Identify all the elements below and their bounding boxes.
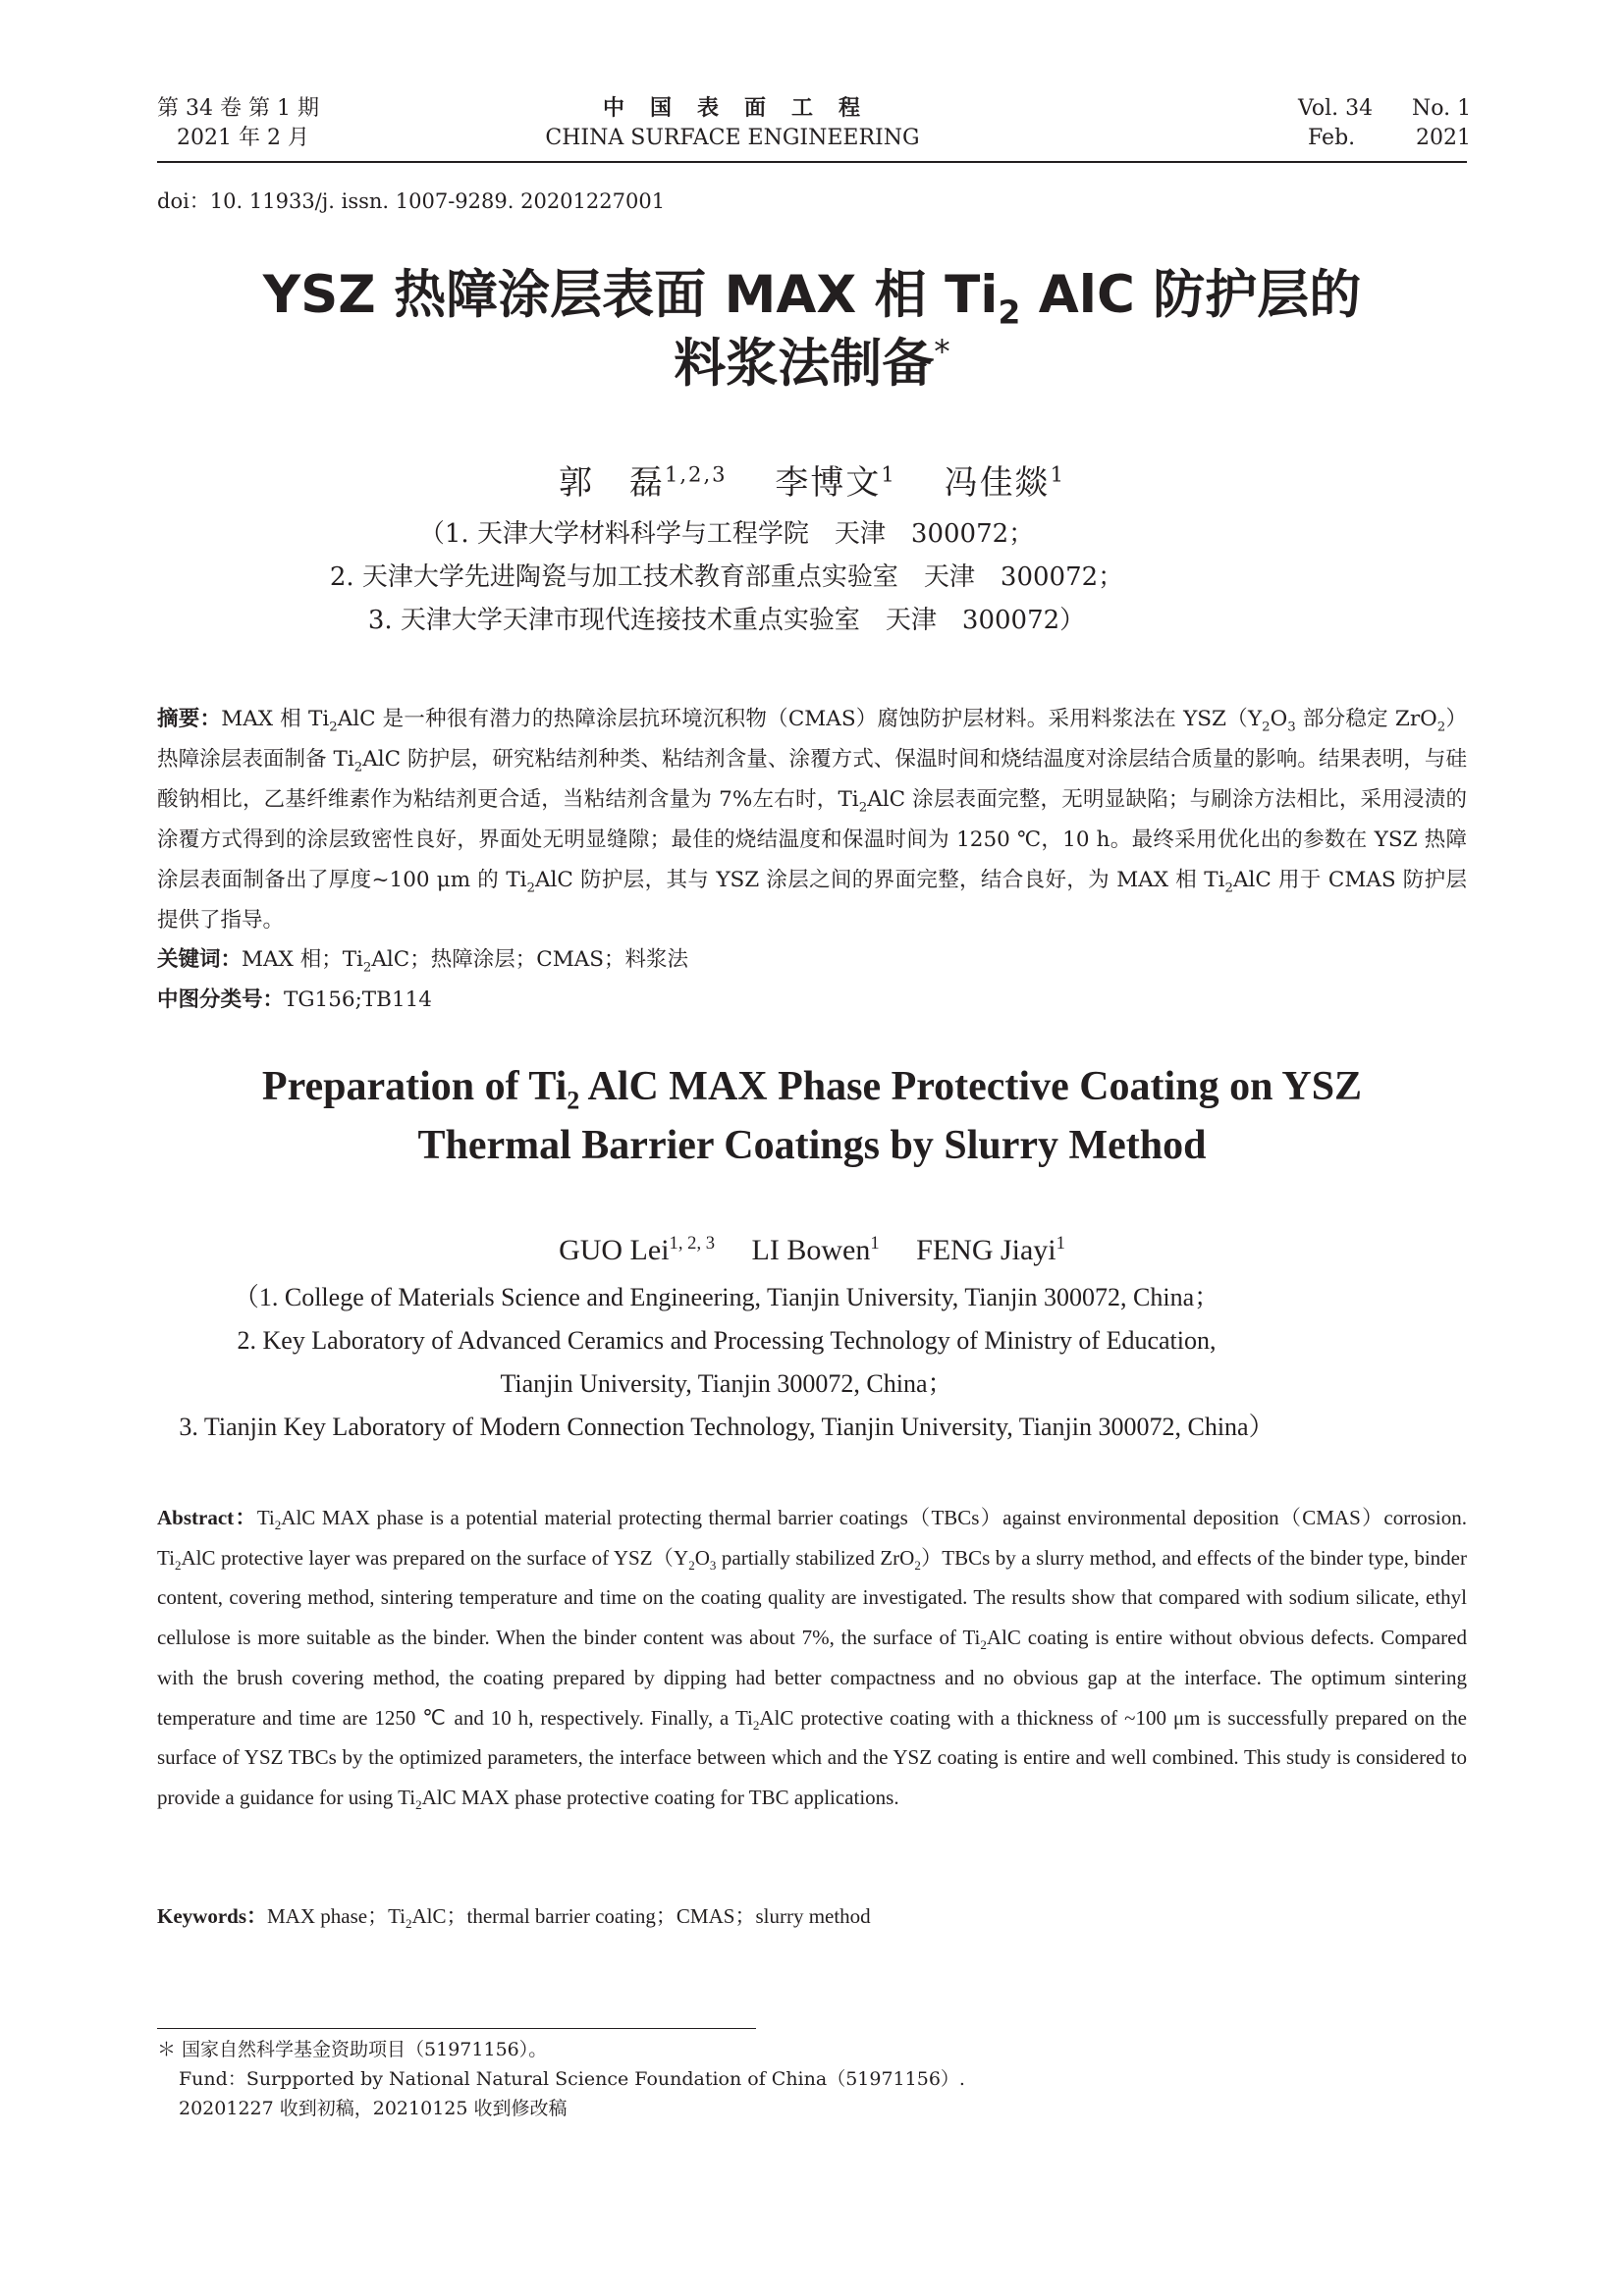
- author-zh-name: 冯佳燚: [944, 463, 1051, 503]
- abstract-zh-text: AlC 防护层，研究粘结剂种类、粘结剂含量、涂覆方式、保温时间和烧结温度对涂层结合质量的影响。结果表明，与硅酸钠相比，乙基纤维素作为粘结剂更合适，当粘结剂含量为 7%左右时，Ti: [157, 747, 1467, 812]
- abstract-zh-text: MAX 相 Ti: [221, 707, 330, 731]
- subscript: 2: [1262, 720, 1271, 735]
- keywords-zh-text: AlC；热障涂层；CMAS；料浆法: [371, 947, 688, 972]
- affiliation-en-2-cont: Tianjin University, Tianjin 300072, China；: [500, 1369, 953, 1398]
- author-zh-1: [559, 463, 728, 503]
- issue-date-zh: 2021 年 2 月: [177, 126, 309, 150]
- abstract-en-text: AlC coating is entire without obvious defects. Compared with the brush covering method, the coating prepared by dipping had better compactness and no obvious gap at the interface. The optimum sintering temperature and time are 1250 ℃ and 10 h, respectively. Finally, a Ti: [157, 1626, 1467, 1730]
- title-en-text-b: AlC MAX Phase Protective Coating on YSZ: [579, 1064, 1363, 1109]
- title-en-line2: Thermal Barrier Coatings by Slurry Method: [417, 1123, 1207, 1168]
- title-footnote-mark: *: [934, 332, 950, 371]
- abstract-en-text: AlC MAX phase protective coating for TBC applications.: [421, 1785, 899, 1809]
- affiliation-zh-1: （1. 天津大学材料科学与工程学院 天津 300072；: [418, 519, 1035, 549]
- subscript: 2: [914, 1557, 921, 1573]
- title-zh-line1: [0, 261, 1624, 330]
- author-en-aff: 1: [1056, 1233, 1065, 1254]
- keywords-en-label: Keywords：: [157, 1904, 267, 1928]
- title-en: [0, 1057, 1624, 1175]
- abstract-en-text: AlC MAX phase is a potential material protecting thermal barrier coatings（TBCs）against environmental deposition（CMAS）corrosion. Ti: [157, 1506, 1467, 1570]
- subscript: 2: [274, 1518, 282, 1533]
- abstract-zh-text: AlC 是一种很有潜力的热障涂层抗环境沉积物（CMAS）腐蚀防护层材料。采用料浆法在 YSZ（Y: [337, 707, 1263, 731]
- author-en-aff: 1: [870, 1233, 880, 1254]
- author-zh-name: 郭 磊: [558, 463, 665, 503]
- abstract-en-text: partially stabilized ZrO: [716, 1545, 915, 1570]
- title-en-text-a: Preparation of Ti: [261, 1064, 568, 1109]
- subscript: 2: [1436, 720, 1446, 735]
- subscript: 2: [752, 1717, 760, 1733]
- subscript: 2: [1224, 881, 1233, 896]
- subscript: 2: [362, 960, 372, 976]
- abstract-en-text: AlC protective coating with a thickness of ~100 μm is successfully prepared on the surface of YSZ TBCs by the optimized parameters, the interface between which and the YSZ coating is entire and well combined. This study is considered to provide a guidance for using Ti: [157, 1705, 1467, 1809]
- abstract-en-text: AlC protective layer was prepared on the surface of YSZ（Y: [181, 1545, 689, 1570]
- issue-volume-en: [1298, 94, 1373, 153]
- issue-number-en: [1412, 94, 1471, 153]
- author-en-2: [752, 1234, 880, 1266]
- author-en-aff: 1, 2, 3: [669, 1233, 716, 1254]
- author-zh-2: [775, 463, 895, 503]
- author-en-name: GUO Lei: [559, 1234, 670, 1266]
- abstract-zh-text: 部分稳定 ZrO: [1295, 707, 1437, 731]
- abstract-en-text: Ti: [256, 1506, 275, 1529]
- journal-name-zh: 中 国 表 面 工 程: [602, 96, 862, 121]
- abstract-zh-text: O: [1270, 707, 1288, 731]
- header-rule: [157, 161, 1467, 163]
- month-label: Feb.: [1308, 126, 1356, 150]
- subscript: 2: [353, 760, 363, 775]
- title-zh-subscript: 2: [998, 293, 1021, 332]
- authors-en: [0, 1231, 1624, 1270]
- title-zh-line2: [0, 330, 1624, 399]
- author-zh-3: [945, 463, 1065, 503]
- keywords-en: [157, 1897, 871, 1935]
- keywords-zh-label: 关键词：: [157, 947, 243, 972]
- classification-zh: [157, 982, 432, 1019]
- abstract-zh-text: AlC 用于 CMAS 防护层提供了指导。: [157, 868, 1467, 933]
- author-zh-name: 李博文: [775, 463, 882, 503]
- affiliations-zh: [0, 512, 1453, 642]
- journal-name-en: CHINA SURFACE ENGINEERING: [545, 126, 920, 150]
- keywords-zh-text: MAX 相；Ti: [242, 947, 363, 972]
- author-zh-aff: 1,2,3: [664, 461, 728, 487]
- keywords-zh: [157, 941, 688, 979]
- author-en-name: LI Bowen: [751, 1234, 871, 1266]
- subscript: 2: [526, 881, 536, 896]
- subscript: 2: [980, 1637, 987, 1653]
- issue-volume-zh: 第 34 卷 第 1 期: [157, 96, 319, 121]
- affiliations-en: [0, 1276, 1453, 1449]
- footnote-fund-en: Fund：Surpported by National Natural Science Foundation of China（51971156）.: [179, 2068, 965, 2090]
- abstract-zh-text: AlC 防护层，其与 YSZ 涂层之间的界面完整，结合良好，为 MAX 相 Ti: [535, 868, 1225, 892]
- year-label: 2021: [1416, 126, 1471, 150]
- abstract-en: [157, 1498, 1467, 1818]
- keywords-en-text: MAX phase；Ti: [267, 1904, 406, 1928]
- author-en-3: [916, 1234, 1065, 1266]
- title-zh-text-c: 料浆法制备: [674, 334, 935, 394]
- classification-value: TG156;TB114: [284, 988, 432, 1012]
- subscript: 2: [406, 1916, 412, 1932]
- abstract-zh: [157, 699, 1467, 940]
- doi: doi：10. 11933/j. issn. 1007-9289. 20201227001: [157, 189, 666, 213]
- abstract-en-text: O: [694, 1545, 710, 1570]
- author-zh-aff: 1: [1050, 461, 1066, 487]
- title-zh: [0, 261, 1624, 399]
- abstract-zh-label: 摘要：: [157, 707, 222, 731]
- footnote-received: 20201227 收到初稿，20210125 收到修改稿: [179, 2098, 568, 2119]
- abstract-zh-text: ）热障涂层表面制备 Ti: [157, 707, 1467, 772]
- abstract-en-text: ）TBCs by a slurry method, and effects of the binder type, binder content, covering method, sintering temperature and time on the coating quality are investigated. The results show that compared with sodium silicate, ethyl cellulose is more suitable as the binder. When the binder content was about 7%, the surface of Ti: [157, 1545, 1467, 1650]
- subscript: 2: [688, 1557, 695, 1573]
- affiliation-zh-2: 2. 天津大学先进陶瓷与加工技术教育部重点实验室 天津 300072；: [329, 562, 1124, 592]
- author-en-1: [559, 1234, 715, 1266]
- subscript: 2: [858, 800, 868, 816]
- authors-zh: [0, 461, 1624, 505]
- keywords-en-text: AlC；thermal barrier coating；CMAS；slurry method: [411, 1904, 871, 1928]
- author-zh-aff: 1: [881, 461, 896, 487]
- affiliation-zh-3: 3. 天津大学天津市现代连接技术重点实验室 天津 300072）: [367, 606, 1086, 635]
- classification-label: 中图分类号：: [157, 988, 285, 1012]
- title-en-subscript: 2: [567, 1086, 580, 1115]
- footnote-rule: [157, 2028, 756, 2029]
- subscript: 2: [174, 1557, 182, 1573]
- title-en-line1: [0, 1057, 1624, 1116]
- subscript: 2: [415, 1797, 422, 1813]
- footnote-fund-zh: ＊ 国家自然科学基金资助项目（51971156）。: [157, 2039, 548, 2060]
- author-en-name: FENG Jiayi: [916, 1234, 1056, 1266]
- title-zh-text-a: YSZ 热障涂层表面 MAX 相 Ti: [262, 265, 999, 325]
- title-zh-text-b: AlC 防护层的: [1020, 265, 1362, 325]
- journal-name: [0, 94, 1465, 153]
- subscript: 3: [1287, 720, 1296, 735]
- affiliation-en-3: 3. Tianjin Key Laboratory of Modern Connection Technology, Tianjin University, Tianjin 300072, China）: [179, 1413, 1274, 1441]
- subscript: 2: [329, 720, 338, 735]
- abstract-zh-text: AlC 涂层表面完整，无明显缺陷；与刷涂方法相比，采用浸渍的涂覆方式得到的涂层致密性良好，界面处无明显缝隙；最佳的烧结温度和保温时间为 1250 ℃，10 h。最终采用优化出的参数在 YSZ 热障涂层表面制备出了厚度~100 μm 的 Ti: [157, 787, 1467, 892]
- number-label: No. 1: [1412, 96, 1472, 121]
- volume-label: Vol. 34: [1298, 96, 1374, 121]
- affiliation-en-1: （1. College of Materials Science and Engineering, Tianjin University, Tianjin 300072, China；: [233, 1283, 1220, 1311]
- abstract-en-label: Abstract：: [157, 1506, 257, 1529]
- footnote: [157, 2035, 965, 2123]
- subscript: 3: [709, 1557, 717, 1573]
- affiliation-en-2: 2. Key Laboratory of Advanced Ceramics and Processing Technology of Ministry of Education,: [237, 1326, 1217, 1355]
